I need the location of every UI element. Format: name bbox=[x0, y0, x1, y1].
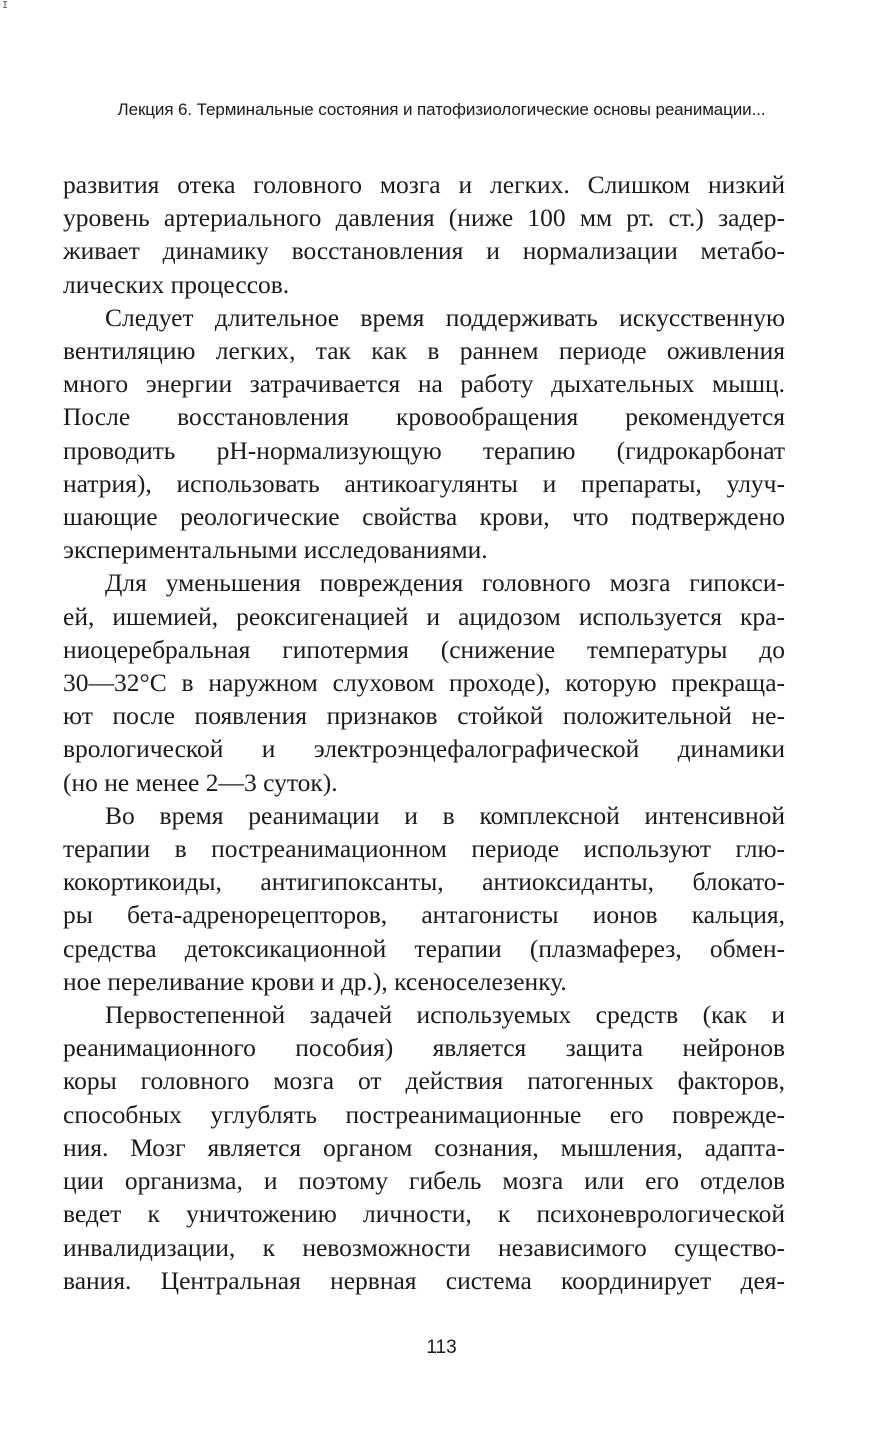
paragraph-3 bbox=[63, 566, 785, 798]
text-line: ное переливание крови и др.), ксеноселезенку. bbox=[63, 966, 567, 996]
text-line: вентиляцию легких, так как в раннем периоде оживления bbox=[63, 336, 785, 366]
text-line: много энергии затрачивается на работу дыхательных мышц. bbox=[63, 369, 785, 399]
text-line: инвалидизации, к невозможности независимого существо- bbox=[63, 1232, 785, 1262]
paragraph-1 bbox=[63, 168, 785, 301]
text-line: натрия), использовать антикоагулянты и препараты, улуч- bbox=[63, 468, 785, 498]
text-line: кокортикоиды, антигипоксанты, антиоксиданты, блокато- bbox=[63, 867, 785, 897]
text-line: После восстановления кровообращения рекомендуется bbox=[63, 402, 785, 432]
paragraph-4 bbox=[63, 799, 785, 998]
text-line: живает динамику восстановления и нормализации метабо- bbox=[63, 236, 785, 266]
text-line: ния. Мозг является органом сознания, мышления, адапта- bbox=[63, 1132, 785, 1162]
text-line: ей, ишемией, реоксигенацией и ацидозом используется кра- bbox=[63, 601, 785, 631]
text-line: терапии в постреанимационном периоде используют глю- bbox=[63, 834, 785, 864]
text-line: коры головного мозга от действия патогенных факторов, bbox=[63, 1066, 785, 1096]
text-line: вания. Центральная нервная система координирует дея- bbox=[63, 1265, 785, 1295]
text-line: Для уменьшения повреждения головного мозга гипокси- bbox=[105, 568, 785, 598]
paragraph-5 bbox=[63, 998, 785, 1297]
running-head: Лекция 6. Терминальные состояния и патофизиологические основы реанимации... bbox=[117, 100, 766, 119]
text-line: ры бета-адренорецепторов, антагонисты ионов кальция, bbox=[63, 900, 785, 930]
text-line: развития отека головного мозга и легких. Слишком низкий bbox=[63, 170, 785, 199]
text-line: ции организма, и поэтому гибель мозга или его отделов bbox=[63, 1166, 785, 1196]
body-text bbox=[63, 168, 785, 1297]
text-line: ведет к уничтожению личности, к психоневрологической bbox=[63, 1199, 785, 1229]
text-line: Следует длительное время поддерживать искусственную bbox=[105, 302, 785, 332]
text-line: шающие реологические свойства крови, что подтверждено bbox=[63, 502, 785, 532]
text-line: проводить рН-нормализующую терапию (гидрокарбонат bbox=[63, 435, 785, 465]
text-line: Первостепенной задачей используемых средств (как и bbox=[105, 1000, 785, 1030]
page-number: 113 bbox=[426, 1337, 457, 1358]
paragraph-2 bbox=[63, 301, 785, 567]
text-line: ют после появления признаков стойкой положительной не- bbox=[63, 701, 785, 731]
text-line: ниоцеребральная гипотермия (снижение температуры до bbox=[63, 634, 785, 664]
corner-mark: I bbox=[2, 0, 9, 11]
text-line: 30—32°С в наружном слуховом проходе), которую прекраща- bbox=[63, 668, 785, 698]
text-line: врологической и электроэнцефалографической динамики bbox=[63, 734, 785, 764]
text-line: способных углублять постреанимационные его поврежде- bbox=[63, 1099, 785, 1129]
text-line: средства детоксикационной терапии (плазмаферез, обмен- bbox=[63, 933, 785, 963]
text-line: Во время реанимации и в комплексной интенсивной bbox=[105, 800, 785, 830]
text-line: (но не менее 2—3 суток). bbox=[63, 767, 338, 797]
text-line: экспериментальными исследованиями. bbox=[63, 535, 488, 565]
text-line: реанимационного пособия) является защита нейронов bbox=[63, 1033, 785, 1063]
text-line: уровень артериального давления (ниже 100 мм рт. ст.) задер- bbox=[63, 203, 785, 233]
text-line: лических процессов. bbox=[63, 269, 290, 299]
